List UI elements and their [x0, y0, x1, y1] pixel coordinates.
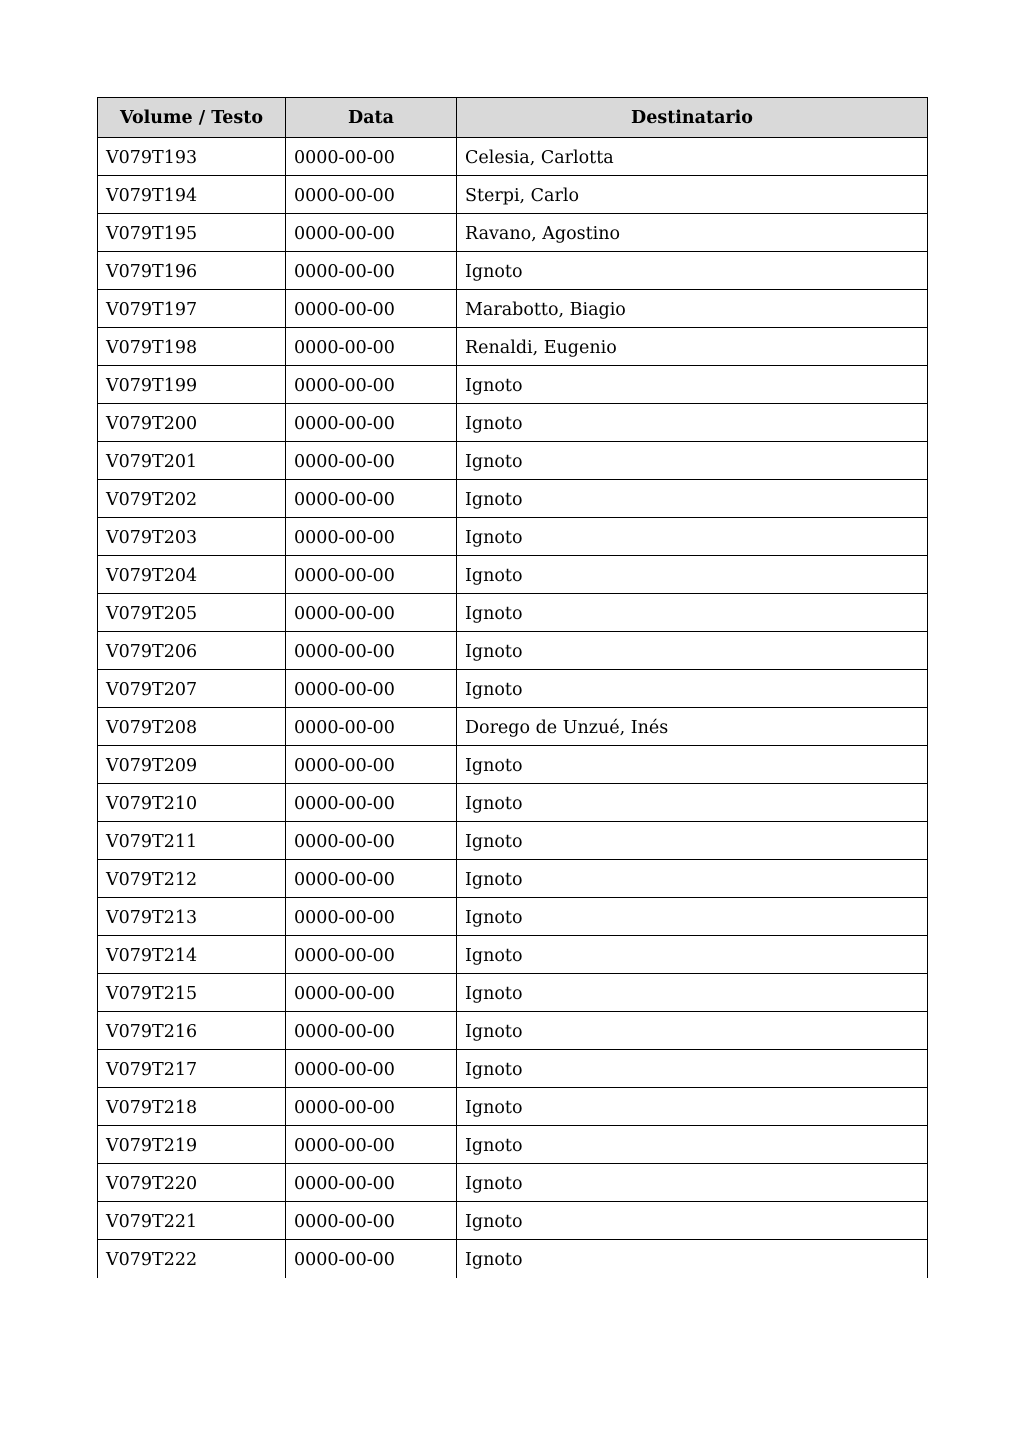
cell-data: 0000-00-00 [286, 1240, 457, 1278]
cell-destinatario: Ignoto [457, 366, 928, 404]
cell-destinatario: Ignoto [457, 860, 928, 898]
cell-destinatario: Celesia, Carlotta [457, 138, 928, 176]
table-row [98, 442, 928, 480]
cell-destinatario: Ignoto [457, 1050, 928, 1088]
table-row [98, 860, 928, 898]
cell-destinatario: Ignoto [457, 1126, 928, 1164]
cell-destinatario: Ignoto [457, 974, 928, 1012]
cell-volume-testo: V079T208 [98, 708, 286, 746]
cell-volume-testo: V079T219 [98, 1126, 286, 1164]
cell-destinatario: Ignoto [457, 594, 928, 632]
cell-volume-testo: V079T203 [98, 518, 286, 556]
cell-data: 0000-00-00 [286, 1050, 457, 1088]
table-row [98, 784, 928, 822]
cell-data: 0000-00-00 [286, 138, 457, 176]
cell-destinatario: Ignoto [457, 556, 928, 594]
table-row [98, 1240, 928, 1278]
table-row [98, 1164, 928, 1202]
cell-volume-testo: V079T207 [98, 670, 286, 708]
table-row [98, 290, 928, 328]
cell-volume-testo: V079T213 [98, 898, 286, 936]
cell-volume-testo: V079T214 [98, 936, 286, 974]
cell-volume-testo: V079T222 [98, 1240, 286, 1278]
cell-data: 0000-00-00 [286, 708, 457, 746]
table-row [98, 974, 928, 1012]
table-row [98, 1012, 928, 1050]
cell-data: 0000-00-00 [286, 328, 457, 366]
table-header-row [98, 98, 928, 138]
table-row [98, 518, 928, 556]
cell-data: 0000-00-00 [286, 670, 457, 708]
cell-destinatario: Ignoto [457, 252, 928, 290]
header-volume-testo: Volume / Testo [98, 98, 286, 138]
table-row [98, 898, 928, 936]
table-row [98, 138, 928, 176]
cell-volume-testo: V079T221 [98, 1202, 286, 1240]
cell-volume-testo: V079T210 [98, 784, 286, 822]
cell-volume-testo: V079T205 [98, 594, 286, 632]
cell-volume-testo: V079T200 [98, 404, 286, 442]
cell-destinatario: Ignoto [457, 670, 928, 708]
letters-table [97, 97, 928, 1278]
cell-volume-testo: V079T209 [98, 746, 286, 784]
cell-destinatario: Ignoto [457, 1202, 928, 1240]
cell-data: 0000-00-00 [286, 746, 457, 784]
cell-destinatario: Ignoto [457, 1012, 928, 1050]
cell-destinatario: Ignoto [457, 936, 928, 974]
cell-data: 0000-00-00 [286, 594, 457, 632]
cell-data: 0000-00-00 [286, 784, 457, 822]
cell-volume-testo: V079T194 [98, 176, 286, 214]
table-row [98, 214, 928, 252]
table-row [98, 556, 928, 594]
cell-destinatario: Ignoto [457, 404, 928, 442]
cell-data: 0000-00-00 [286, 1012, 457, 1050]
cell-volume-testo: V079T211 [98, 822, 286, 860]
cell-data: 0000-00-00 [286, 176, 457, 214]
cell-destinatario: Renaldi, Eugenio [457, 328, 928, 366]
header-data: Data [286, 98, 457, 138]
cell-volume-testo: V079T198 [98, 328, 286, 366]
cell-data: 0000-00-00 [286, 860, 457, 898]
cell-destinatario: Ignoto [457, 784, 928, 822]
cell-data: 0000-00-00 [286, 1164, 457, 1202]
cell-destinatario: Ignoto [457, 822, 928, 860]
table-row [98, 252, 928, 290]
cell-destinatario: Ignoto [457, 632, 928, 670]
header-destinatario: Destinatario [457, 98, 928, 138]
cell-volume-testo: V079T196 [98, 252, 286, 290]
cell-volume-testo: V079T195 [98, 214, 286, 252]
table-row [98, 176, 928, 214]
cell-volume-testo: V079T206 [98, 632, 286, 670]
cell-destinatario: Ignoto [457, 746, 928, 784]
cell-data: 0000-00-00 [286, 1126, 457, 1164]
table-row [98, 632, 928, 670]
cell-data: 0000-00-00 [286, 442, 457, 480]
cell-data: 0000-00-00 [286, 366, 457, 404]
cell-data: 0000-00-00 [286, 290, 457, 328]
cell-data: 0000-00-00 [286, 632, 457, 670]
cell-data: 0000-00-00 [286, 1088, 457, 1126]
cell-destinatario: Sterpi, Carlo [457, 176, 928, 214]
cell-data: 0000-00-00 [286, 214, 457, 252]
cell-volume-testo: V079T193 [98, 138, 286, 176]
cell-data: 0000-00-00 [286, 404, 457, 442]
cell-destinatario: Ignoto [457, 898, 928, 936]
letters-table-container [97, 97, 927, 1278]
cell-volume-testo: V079T220 [98, 1164, 286, 1202]
cell-destinatario: Ignoto [457, 442, 928, 480]
table-row [98, 328, 928, 366]
table-body [98, 138, 928, 1278]
table-row [98, 708, 928, 746]
table-row [98, 670, 928, 708]
cell-destinatario: Ignoto [457, 1164, 928, 1202]
table-row [98, 746, 928, 784]
table-row [98, 1202, 928, 1240]
cell-destinatario: Dorego de Unzué, Inés [457, 708, 928, 746]
cell-data: 0000-00-00 [286, 1202, 457, 1240]
cell-data: 0000-00-00 [286, 556, 457, 594]
cell-destinatario: Ignoto [457, 518, 928, 556]
cell-data: 0000-00-00 [286, 974, 457, 1012]
cell-volume-testo: V079T199 [98, 366, 286, 404]
table-row [98, 404, 928, 442]
cell-destinatario: Ignoto [457, 1088, 928, 1126]
cell-destinatario: Ignoto [457, 480, 928, 518]
table-row [98, 594, 928, 632]
cell-volume-testo: V079T202 [98, 480, 286, 518]
cell-data: 0000-00-00 [286, 898, 457, 936]
cell-data: 0000-00-00 [286, 480, 457, 518]
cell-destinatario: Ravano, Agostino [457, 214, 928, 252]
table-row [98, 1126, 928, 1164]
table-row [98, 366, 928, 404]
cell-data: 0000-00-00 [286, 822, 457, 860]
cell-destinatario: Marabotto, Biagio [457, 290, 928, 328]
cell-volume-testo: V079T204 [98, 556, 286, 594]
cell-volume-testo: V079T218 [98, 1088, 286, 1126]
cell-volume-testo: V079T212 [98, 860, 286, 898]
cell-data: 0000-00-00 [286, 936, 457, 974]
table-row [98, 480, 928, 518]
cell-volume-testo: V079T216 [98, 1012, 286, 1050]
cell-data: 0000-00-00 [286, 252, 457, 290]
cell-data: 0000-00-00 [286, 518, 457, 556]
cell-volume-testo: V079T197 [98, 290, 286, 328]
table-row [98, 1050, 928, 1088]
cell-destinatario: Ignoto [457, 1240, 928, 1278]
table-row [98, 822, 928, 860]
cell-volume-testo: V079T201 [98, 442, 286, 480]
cell-volume-testo: V079T215 [98, 974, 286, 1012]
table-row [98, 1088, 928, 1126]
cell-volume-testo: V079T217 [98, 1050, 286, 1088]
table-row [98, 936, 928, 974]
